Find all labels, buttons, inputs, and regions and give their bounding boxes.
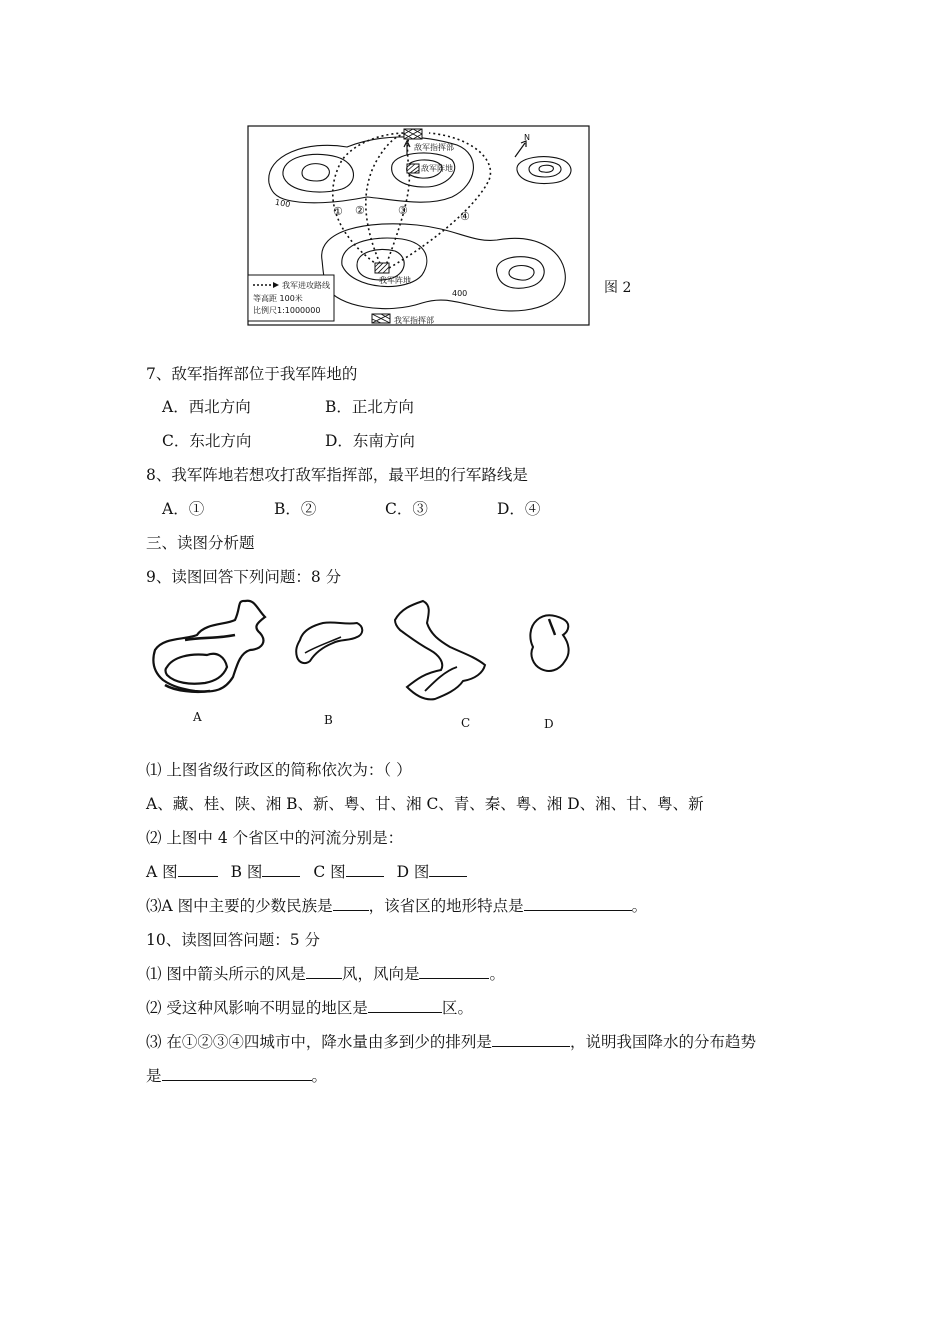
contour-map-figure (247, 125, 590, 326)
q10-part3-text-a: ⑶ 在①②③④四城市中，降水量由多到少的排列是 (146, 1033, 492, 1051)
our-position-label: 我军阵地 (379, 276, 411, 285)
legend-scale: 比例尺1:1000000 (253, 306, 321, 315)
contour-400-label: 400 (452, 289, 468, 298)
route-4-label: ④ (460, 211, 470, 223)
q10-part3-blank-1[interactable] (492, 1032, 570, 1047)
q9-part2-b-blank[interactable] (262, 862, 300, 877)
q9-part3-text-c: 。 (631, 897, 648, 915)
q9-part3-blank-2[interactable] (524, 896, 632, 911)
q8-stem: 8、我军阵地若想攻打敌军指挥部，最平坦的行军路线是 (146, 466, 528, 484)
route-3-label: ③ (398, 205, 408, 217)
q10-part2 (146, 998, 473, 1018)
q10-part2-blank[interactable] (368, 998, 442, 1013)
province-label-b: B (324, 713, 333, 727)
q10-part3-text-c: 是 (146, 1067, 162, 1085)
legend-hq: 我军指挥部 (394, 316, 434, 325)
q9-part2-blanks (146, 862, 467, 882)
q9-part2-c-label: C 图 (313, 863, 346, 881)
q9-part2-a-label: A 图 (146, 863, 178, 881)
province-outlines-drawing (145, 595, 585, 735)
q10-part3 (146, 1032, 756, 1052)
enemy-hq-label: 敌军指挥部 (414, 143, 454, 152)
q10-part1-text-c: 。 (489, 965, 505, 983)
q9-part3-blank-1[interactable] (333, 896, 369, 911)
q10-part3-blank-2[interactable] (162, 1066, 312, 1081)
q9-part2: ⑵ 上图中 4 个省区中的河流分别是： (146, 829, 404, 847)
q7-option-d: D．东南方向 (325, 432, 415, 450)
q9-part3-text-b: ，该省区的地形特点是 (368, 897, 524, 915)
q10-part1-text-b: 风，风向是 (341, 965, 420, 983)
q9-part3-text-a: ⑶A 图中主要的少数民族是 (146, 897, 333, 915)
q10-part3-line2 (146, 1066, 327, 1086)
q9-part2-c-blank[interactable] (346, 862, 384, 877)
enemy-position-label: 敌军阵地 (421, 164, 453, 173)
q10-part2-text-a: ⑵ 受这种风影响不明显的地区是 (146, 999, 368, 1017)
province-label-d: D (544, 717, 554, 731)
legend-route: 我军进攻路线 (282, 281, 330, 290)
q9-part3 (146, 896, 647, 916)
q10-part2-text-b: 区。 (441, 999, 473, 1017)
q8-option-a: A．① (162, 500, 205, 518)
section-heading: 三、读图分析题 (146, 534, 255, 552)
q10-part1-blank-2[interactable] (419, 964, 489, 979)
q9-part2-d-blank[interactable] (429, 862, 467, 877)
q10-part1 (146, 964, 505, 984)
q9-part2-b-label: B 图 (230, 863, 263, 881)
q10-part3-text-b: ，说明我国降水的分布趋势 (569, 1033, 756, 1051)
q10-part3-text-d: 。 (311, 1067, 328, 1085)
q9-part2-a-blank[interactable] (178, 862, 218, 877)
q9-part2-d-label: D 图 (396, 863, 430, 881)
q8-option-d: D．④ (497, 500, 541, 518)
route-2-label: ② (355, 205, 365, 217)
route-1-label: ① (333, 206, 343, 218)
q9-part1: ⑴ 上图省级行政区的简称依次为：（ ） (146, 761, 412, 779)
contour-100-label: 100 (274, 197, 291, 210)
province-label-c: C (461, 716, 471, 730)
province-outlines (145, 595, 585, 735)
figure-caption: 图 2 (604, 280, 632, 296)
north-label: N (524, 133, 530, 142)
q10-stem: 10、读图回答问题：5 分 (146, 931, 321, 949)
q10-part1-text-a: ⑴ 图中箭头所示的风是 (146, 965, 306, 983)
q8-option-c: C．③ (385, 500, 428, 518)
q8-option-b: B．② (274, 500, 317, 518)
province-label-a: A (193, 710, 202, 724)
q10-part1-blank-1[interactable] (306, 964, 342, 979)
q9-part1-options: A、藏、桂、陕、湘 B、新、粤、甘、湘 C、青、秦、粤、湘 D、湘、甘、粤、新 (146, 795, 704, 813)
legend-interval: 等高距 100米 (253, 294, 303, 303)
q7-stem: 7、敌军指挥部位于我军阵地的 (146, 365, 358, 383)
q9-stem: 9、读图回答下列问题：8 分 (146, 568, 342, 586)
q7-option-a: A．西北方向 (162, 398, 251, 416)
q7-option-b: B．正北方向 (325, 398, 414, 416)
q7-option-c: C．东北方向 (162, 432, 252, 450)
